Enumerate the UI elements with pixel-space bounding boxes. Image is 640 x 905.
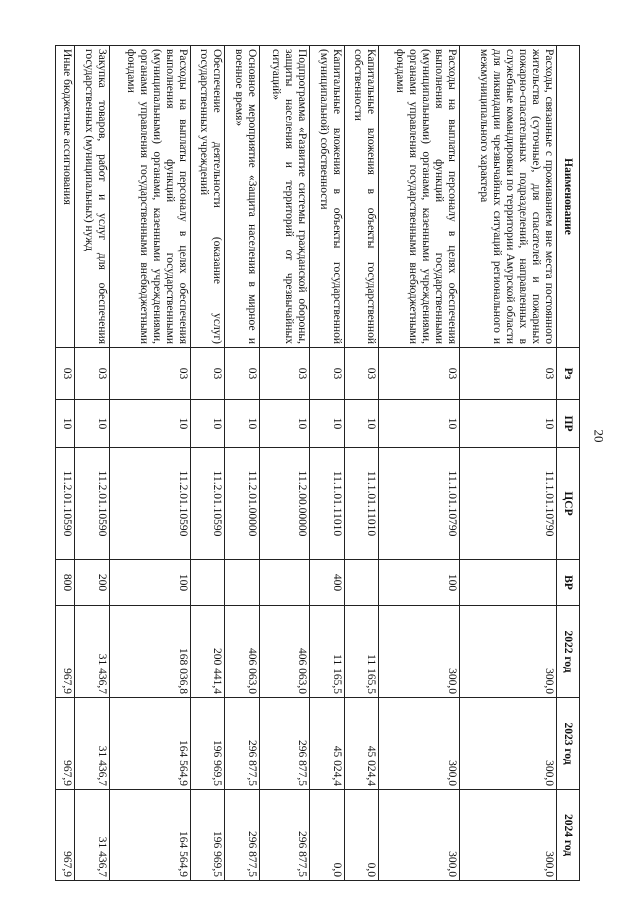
cell-vr [260,560,310,606]
page-number: 20 [591,429,607,443]
cell-2023: 196 969,5 [190,698,225,790]
cell-csr: 11.1.01.11010 [310,448,345,560]
cell-name: Закупка товаров, работ и услуг для обеспечения государственных (муниципальных) нужд [75,46,110,348]
cell-2023: 45 024,4 [310,698,345,790]
table-body [56,46,557,881]
cell-2022: 406 063,0 [225,606,260,698]
cell-name: Иные бюджетные ассигнования [56,46,75,348]
header-csr: ЦСР [557,448,580,560]
cell-2024: 296 877,5 [260,790,310,881]
cell-rz: 03 [75,348,110,400]
cell-vr [190,560,225,606]
cell-pr: 10 [190,400,225,448]
cell-pr: 10 [260,400,310,448]
cell-2024: 300,0 [460,790,557,881]
cell-2024: 300,0 [379,790,460,881]
cell-2023: 300,0 [460,698,557,790]
cell-rz: 03 [190,348,225,400]
header-2024: 2024 год [557,790,580,881]
cell-2022: 200 441,4 [190,606,225,698]
table-header-row [557,46,580,881]
cell-csr: 11.2.01.10590 [109,448,190,560]
cell-2023: 31 436,7 [75,698,110,790]
cell-csr: 11.2.01.10590 [190,448,225,560]
cell-rz: 03 [260,348,310,400]
cell-2022: 31 436,7 [75,606,110,698]
cell-rz: 03 [56,348,75,400]
cell-2024: 967,9 [56,790,75,881]
cell-vr: 800 [56,560,75,606]
table-row [310,46,345,881]
cell-pr: 10 [75,400,110,448]
cell-rz: 03 [310,348,345,400]
cell-pr: 10 [310,400,345,448]
cell-2024: 0,0 [344,790,379,881]
cell-name: Основное мероприятие «Защита населения в мирное и военное время» [225,46,260,348]
cell-rz: 03 [460,348,557,400]
cell-2024: 296 877,5 [225,790,260,881]
table-row [75,46,110,881]
cell-pr: 10 [460,400,557,448]
cell-name: Капитальные вложения в объекты государственной (муниципальной) собственности [310,46,345,348]
cell-pr: 10 [379,400,460,448]
table-row [190,46,225,881]
cell-pr: 10 [344,400,379,448]
cell-vr: 100 [379,560,460,606]
cell-rz: 03 [379,348,460,400]
cell-vr: 400 [310,560,345,606]
cell-pr: 10 [109,400,190,448]
table-row [225,46,260,881]
cell-csr: 11.1.01.10790 [379,448,460,560]
cell-2024: 0,0 [310,790,345,881]
table-row [56,46,75,881]
cell-vr [460,560,557,606]
header-name: Наименование [557,46,580,348]
cell-vr: 200 [75,560,110,606]
table-row [379,46,460,881]
cell-name: Расходы на выплаты персоналу в целях обеспечения выполнения функций государственными (муниципальными) органами, казенными учреждениями, органами управления государственными внебюджетными фондами [379,46,460,348]
cell-vr [225,560,260,606]
cell-2024: 196 969,5 [190,790,225,881]
cell-2024: 164 564,9 [109,790,190,881]
table-row [260,46,310,881]
header-rz: Рз [557,348,580,400]
cell-csr: 11.1.01.10790 [460,448,557,560]
cell-2022: 168 036,8 [109,606,190,698]
header-2022: 2022 год [557,606,580,698]
cell-rz: 03 [344,348,379,400]
cell-pr: 10 [225,400,260,448]
table-row [109,46,190,881]
cell-name: Расходы, связанные с проживанием вне места постоянного жительства (суточные), для спасателей и пожарных пожарно-спасательных подразделений, направленных в служебные командировки по территории Амурской области для ликвидации чрезвычайных ситуаций регионального и межмуниципального характера [460,46,557,348]
cell-2023: 296 877,5 [260,698,310,790]
cell-name: Подпрограмма «Развитие системы гражданской обороны, защиты населения и территорий от чрезвычайных ситуаций» [260,46,310,348]
cell-2023: 164 564,9 [109,698,190,790]
header-pr: ПР [557,400,580,448]
header-vr: ВР [557,560,580,606]
cell-2023: 296 877,5 [225,698,260,790]
cell-2024: 31 436,7 [75,790,110,881]
cell-name: Расходы на выплаты персоналу в целях обеспечения выполнения функций государственными (муниципальными) органами, казенными учреждениями, органами управления государственными внебюджетными фондами [109,46,190,348]
cell-2022: 406 063,0 [260,606,310,698]
cell-csr: 11.2.01.10590 [75,448,110,560]
table-row [344,46,379,881]
cell-2023: 967,9 [56,698,75,790]
header-2023: 2023 год [557,698,580,790]
cell-2022: 300,0 [460,606,557,698]
cell-2022: 967,9 [56,606,75,698]
cell-name: Обеспечение деятельности (оказание услуг) государственных учреждений [190,46,225,348]
cell-csr: 11.2.01.00000 [225,448,260,560]
cell-vr: 100 [109,560,190,606]
cell-name: Капитальные вложения в объекты государственной собственности [344,46,379,348]
table-row [460,46,557,881]
cell-rz: 03 [109,348,190,400]
cell-csr: 11.2.01.10590 [56,448,75,560]
cell-csr: 11.1.01.11010 [344,448,379,560]
cell-vr [344,560,379,606]
cell-csr: 11.2.00.00000 [260,448,310,560]
cell-2023: 45 024,4 [344,698,379,790]
cell-2022: 300,0 [379,606,460,698]
cell-pr: 10 [56,400,75,448]
budget-table-sheet [55,45,580,880]
cell-rz: 03 [225,348,260,400]
cell-2022: 11 165,5 [344,606,379,698]
cell-2022: 11 165,5 [310,606,345,698]
budget-table [55,45,580,881]
cell-2023: 300,0 [379,698,460,790]
